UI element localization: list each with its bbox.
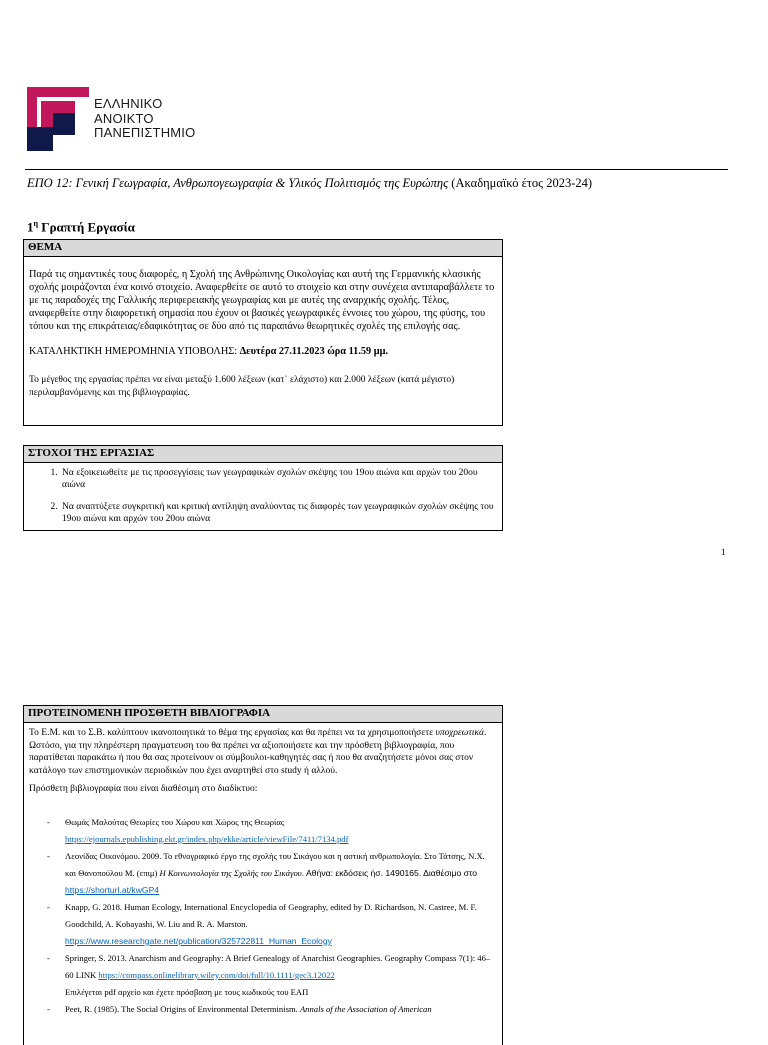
entry-link[interactable]: https://www.researchgate.net/publication/325722811_Human_Ecology: [65, 935, 332, 946]
bibliography-entry: [47, 899, 497, 950]
entry-emphasis: Annals of the Association of American: [299, 1003, 432, 1014]
entry-text: Θωμάς Μαλούτας Θεωρίες του Χώρου και Χώρος της Θεωρίας: [65, 816, 285, 827]
intro-text-a: Το Ε.Μ. και το Σ.Β. καλύπτουν ικανοποιητικά το θέμα της εργασίας και θα πρέπει να τα χρησιμοποιήσετε: [29, 728, 436, 738]
entry-text-tail: . Αθήνα: εκδόσεις ήσ. 1490165. Διαθέσιμο στο: [301, 867, 478, 878]
bibliography-box: [23, 705, 503, 1045]
course-title: ΕΠΟ 12: Γενική Γεωγραφία, Ανθρωπογεωγραφία & Υλικός Πολιτισμός της Ευρώπης: [27, 176, 449, 190]
entry-link[interactable]: https://ejournals.epublishing.ekt.gr/index.php/ekke/article/viewFile/7411/7134.pdf: [65, 833, 349, 844]
bibliography-header: ΠΡΟΤΕΙΝΟΜΕΝΗ ΠΡΟΣΘΕΤΗ ΒΙΒΛΙΟΓΡΑΦΙΑ: [24, 706, 502, 723]
logo-line-1: ΕΛΛΗΝΙΚΟ: [94, 96, 163, 111]
entry-link[interactable]: https://shorturl.at/kwGP4: [65, 884, 160, 895]
deadline-label: ΚΑΤΑΛΗΚΤΙΚΗ ΗΜΕΡΟΜΗΝΙΑ ΥΠΟΒΟΛΗΣ:: [29, 346, 238, 357]
online-intro: Πρόσθετη βιβλιογραφία που είναι διαθέσιμη στο διαδίκτυο:: [29, 784, 258, 794]
bibliography-intro: [29, 727, 497, 777]
theme-box: [23, 239, 503, 426]
course-title-line: [27, 176, 592, 191]
logo-line-3: ΠΑΝΕΠΙΣΤΗΜΙΟ: [94, 125, 196, 140]
entry-text: Λεονίδας Οικονόμου. 2009. Το εθνογραφικό έργο της σχολής του Σικάγου και η αστική ανθρωπολογία. Στο Τάτσης, Ν.Χ. και Θανοπούλου Μ. (επιμ): [65, 850, 485, 878]
bibliography-entry: [47, 950, 497, 1001]
entry-text: Knapp, G. 2018. Human Ecology, International Encyclopedia of Geography, edited by D. Richardson, N. Castree, M. F. Goodchild, A. Kobayashi, W. Liu and R. A. Marston.: [65, 901, 477, 929]
logo-line-2: ΑΝΟΙΚΤΟ: [94, 110, 154, 126]
bibliography-entry: [47, 848, 497, 899]
goal-item: 2. Να αναπτύξετε συγκριτική και κριτική αντίληψη αναλύοντας τις διαφορές των γεωγραφικών σχολών σκέψης του 19ου αιώνα και αρχών του 20ου αιώνα: [60, 501, 502, 525]
goals-box: [23, 445, 503, 531]
entry-emphasis: Η Κοινωνιολογία της Σχολής του Σικάγου: [159, 867, 302, 878]
deadline-line: [29, 345, 497, 358]
goals-list: [24, 467, 502, 525]
deadline-value: Δευτέρα 27.11.2023 ώρα 11.59 μμ.: [239, 346, 389, 357]
length-note: Το μέγεθος της εργασίας πρέπει να είναι μεταξύ 1.600 λέξεων (κατ᾽ ελάχιστο) και 2.000 λέξεων (κατά μέγιστο) περιλαμβανόμενης και της βιβλιογραφίας.: [29, 375, 455, 398]
goal-item: 1. Να εξοικειωθείτε με τις προσεγγίσεις των γεωγραφικών σχολών σκέψης του 19ου αιώνα και αρχών του 20ου αιώνα: [60, 467, 502, 491]
goals-header: ΣΤΟΧΟΙ ΤΗΣ ΕΡΓΑΣΙΑΣ: [24, 446, 502, 463]
bibliography-entry: [47, 814, 497, 848]
university-logo-text: [94, 97, 195, 141]
entry-text: Springer, S. 2013. Anarchism and Geography: A Brief Genealogy of Anarchist Geographies. Geography Compass 7(1): 46–60 LINK: [65, 952, 491, 980]
academic-year: (Ακαδημαϊκό έτος 2023-24): [451, 176, 593, 190]
intro-emphasis: υποχρεωτικά: [435, 728, 484, 738]
assignment-title: [27, 219, 135, 235]
entry-note: Επιλέγεται pdf αρχείο και έχετε πρόσβαση με τους κωδικούς του ΕΑΠ: [65, 986, 309, 997]
assignment-number: 1: [27, 219, 34, 235]
entry-text: Peet, R. (1985). The Social Origins of Environmental Determinism.: [65, 1003, 300, 1014]
intro-text-b: . Ωστόσο, για την πληρέστερη πραγματευση του θα πρέπει να αξιοποιήσετε και την πρόσθετη βιβλιογραφία, που παρατίθεται παρακάτω ή που θα σας προτείνουν οι σύμβουλοι-καθηγητές σας ή που θα αναζητήσετε μόνοι σας στον κατάλογο των επιστημονικών περιοδικών που έχει αναρτηθεί στο study ή αλλού.: [29, 728, 487, 776]
assignment-label: Γραπτή Εργασία: [41, 219, 135, 235]
header-divider: [25, 169, 728, 170]
university-logo-icon: [27, 87, 89, 151]
page-number: 1: [721, 547, 726, 557]
theme-text: Παρά τις σημαντικές τους διαφορές, η Σχολή της Ανθρώπινης Οικολογίας και αυτή της Γερμανικής κλασικής σχολής μοιράζονται ένα κοινό στοιχείο. Αναφερθείτε σε αυτό το στοιχείο και στην συνέχεια αντιπαραβάλλετε το με τις παραδοχές της Γαλλικής περιφερειακής γεωγραφίας και με αυτές της αναρχικής σχολής. Τέλος, αναφερθείτε στην διαφορετική σημασία που έχουν οι βασικές γεωγραφικές έννοιες του χώρου, της φύσης, του τόπου και της επικράτειας/εδαφικότητας σε δύο από τις παραπάνω θεωρητικές σχολές της επιλογής σας.: [29, 269, 495, 332]
assignment-ordinal: η: [33, 219, 39, 228]
entry-link[interactable]: https://compass.onlinelibrary.wiley.com/doi/full/10.1111/gec3.12022: [98, 969, 335, 980]
theme-header: ΘΕΜΑ: [24, 240, 502, 257]
bibliography-list: [29, 814, 497, 1018]
bibliography-entry: [47, 1001, 497, 1018]
